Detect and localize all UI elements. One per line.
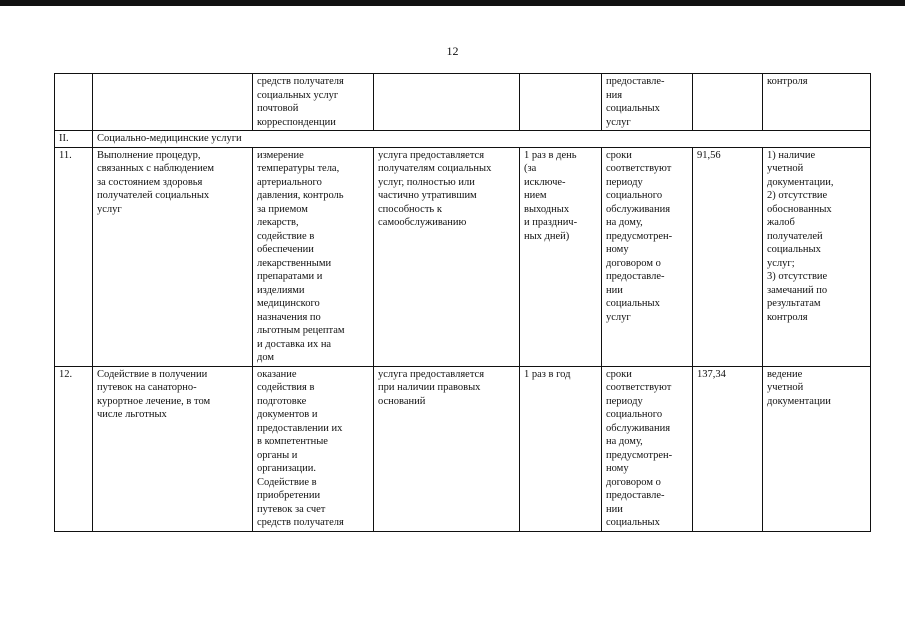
text-line: получателей (767, 230, 823, 242)
table-row (55, 147, 871, 366)
cell-tariff: 91,56 (693, 147, 763, 366)
text-line: связанных с наблюдением (97, 163, 215, 174)
cell-frequency (520, 147, 602, 366)
text-line: препаратами и (257, 271, 323, 282)
text-line: самообслуживанию (378, 217, 467, 228)
text-line: ния (606, 89, 623, 101)
text-line: социальных (767, 244, 821, 255)
text-line: контроля (767, 311, 808, 323)
text-line: обеспечении (257, 244, 314, 255)
text-line: лекарственными (257, 257, 332, 269)
text-line: числе льготных (97, 409, 167, 420)
text-line: предусмотрен- (606, 449, 673, 461)
cell-terms (602, 74, 693, 131)
text-line: получателей социальных (97, 190, 210, 201)
text-line: 3) отсутствие (767, 271, 828, 282)
cell-terms (602, 366, 693, 531)
text-line: ведение (767, 368, 803, 380)
services-table (54, 73, 871, 532)
text-line: оказание (257, 368, 297, 380)
text-line: учетной (767, 163, 804, 174)
section-header-row (55, 131, 871, 148)
text-line: договором о (606, 476, 661, 488)
cell-content (253, 147, 374, 366)
text-line: средств получателя (257, 76, 344, 87)
table-row (55, 366, 871, 531)
text-line: услуга предоставляется (378, 368, 485, 380)
text-line: назначения по (257, 311, 321, 323)
text-line: лекарств, (257, 217, 299, 228)
text-line: социальных услуг (257, 89, 339, 101)
text-line: услуг, полностью или (378, 176, 475, 188)
text-line: дом (257, 352, 275, 363)
text-line: соответствуют (606, 163, 672, 174)
text-line: документации, (767, 176, 834, 188)
text-line: средств получателя (257, 517, 344, 528)
text-line: контроля (767, 76, 808, 87)
text-line: договором о (606, 257, 661, 269)
text-line: выходных (524, 203, 570, 215)
text-line: организации. (257, 463, 316, 474)
text-line: услуг (606, 116, 631, 128)
text-line: периоду (606, 176, 643, 188)
text-line: социального (606, 409, 663, 420)
text-line: услуг; (767, 257, 795, 269)
text-line: Содействие в получении (97, 368, 208, 380)
cell-name (93, 147, 253, 366)
text-line: обоснованных (767, 203, 832, 215)
text-line: учетной (767, 382, 804, 393)
text-line: услуга предоставляется (378, 149, 485, 161)
text-line: обслуживания (606, 422, 671, 434)
text-line: 1) наличие (767, 149, 816, 161)
cell-terms (602, 147, 693, 366)
text-line: путевок за счет (257, 503, 326, 515)
text-line: замечаний по (767, 284, 828, 296)
cell-criteria (763, 147, 871, 366)
text-line: изделиями (257, 284, 305, 296)
text-line: на дому, (606, 217, 643, 228)
text-line: периоду (606, 395, 643, 407)
text-line: социального (606, 190, 663, 201)
text-line: измерение (257, 149, 304, 161)
text-line: социальных (606, 517, 660, 528)
cell-number: 11. (55, 147, 93, 366)
text-line: давления, контроль (257, 190, 344, 201)
text-line: 1 раз в год (524, 368, 571, 380)
text-line: сроки (606, 368, 632, 380)
text-line: услуг (606, 311, 631, 323)
text-line: органы и (257, 449, 298, 461)
text-line: способность к (378, 203, 442, 215)
text-line: исключе- (524, 176, 566, 188)
text-line: 2) отсутствие (767, 190, 828, 201)
text-line: нии (606, 284, 623, 296)
text-line: на дому, (606, 436, 643, 447)
cell-conditions (374, 147, 520, 366)
page-number: 12 (446, 44, 459, 58)
cell-frequency (520, 366, 602, 531)
cell-frequency (520, 74, 602, 131)
text-line: предоставлении их (257, 422, 343, 434)
text-line: подготовке (257, 395, 307, 407)
text-line: документации (767, 395, 831, 407)
text-line: ному (606, 244, 629, 255)
cell-content (253, 74, 374, 131)
text-line: услуг (97, 203, 122, 215)
cell-criteria (763, 366, 871, 531)
text-line: содействия в (257, 382, 315, 393)
cell-name (93, 74, 253, 131)
cell-tariff: 137,34 (693, 366, 763, 531)
text-line: температуры тела, (257, 163, 340, 174)
text-line: курортное лечение, в том (97, 395, 211, 407)
cell-name (93, 366, 253, 531)
cell-conditions (374, 366, 520, 531)
text-line: 1 раз в день (524, 149, 577, 161)
top-border-bar (0, 0, 905, 6)
text-line: ных дней) (524, 230, 570, 242)
text-line: (за (524, 163, 537, 174)
text-line: социальных (606, 298, 660, 309)
text-line: сроки (606, 149, 632, 161)
text-line: за приемом (257, 203, 308, 215)
text-line: обслуживания (606, 203, 671, 215)
text-line: предусмотрен- (606, 230, 673, 242)
text-line: корреспонденции (257, 116, 336, 128)
text-line: Содействие в (257, 476, 317, 488)
text-line: социальных (606, 103, 660, 114)
section-number: II. (55, 131, 93, 148)
text-line: результатам (767, 298, 821, 309)
text-line: медицинского (257, 298, 320, 309)
table-row-continuation (55, 74, 871, 131)
text-line: нии (606, 503, 623, 515)
text-line: путевок на санаторно- (97, 382, 197, 393)
text-line: частично утратившим (378, 190, 477, 201)
text-line: в компетентные (257, 436, 328, 447)
text-line: при наличии правовых (378, 382, 481, 393)
text-line: нием (524, 190, 547, 201)
text-line: почтовой (257, 103, 299, 114)
text-line: льготным рецептам (257, 325, 345, 336)
cell-tariff (693, 74, 763, 131)
cell-number (55, 74, 93, 131)
text-line: предоставле- (606, 490, 665, 501)
text-line: предоставле- (606, 271, 665, 282)
text-line: Выполнение процедур, (97, 149, 201, 161)
text-line: содействие в (257, 230, 315, 242)
text-line: и празднич- (524, 217, 578, 228)
text-line: оснований (378, 395, 426, 407)
text-line: получателям социальных (378, 163, 492, 174)
text-line: ному (606, 463, 629, 474)
text-line: документов и (257, 409, 318, 420)
text-line: соответствуют (606, 382, 672, 393)
cell-number: 12. (55, 366, 93, 531)
text-line: артериального (257, 176, 322, 188)
cell-criteria (763, 74, 871, 131)
section-title: Социально-медицинские услуги (93, 131, 871, 148)
text-line: жалоб (767, 217, 795, 228)
text-line: предоставле- (606, 76, 665, 87)
cell-content (253, 366, 374, 531)
text-line: приобретении (257, 490, 321, 501)
cell-conditions (374, 74, 520, 131)
text-line: и доставка их на (257, 338, 332, 350)
text-line: за состоянием здоровья (97, 176, 203, 188)
